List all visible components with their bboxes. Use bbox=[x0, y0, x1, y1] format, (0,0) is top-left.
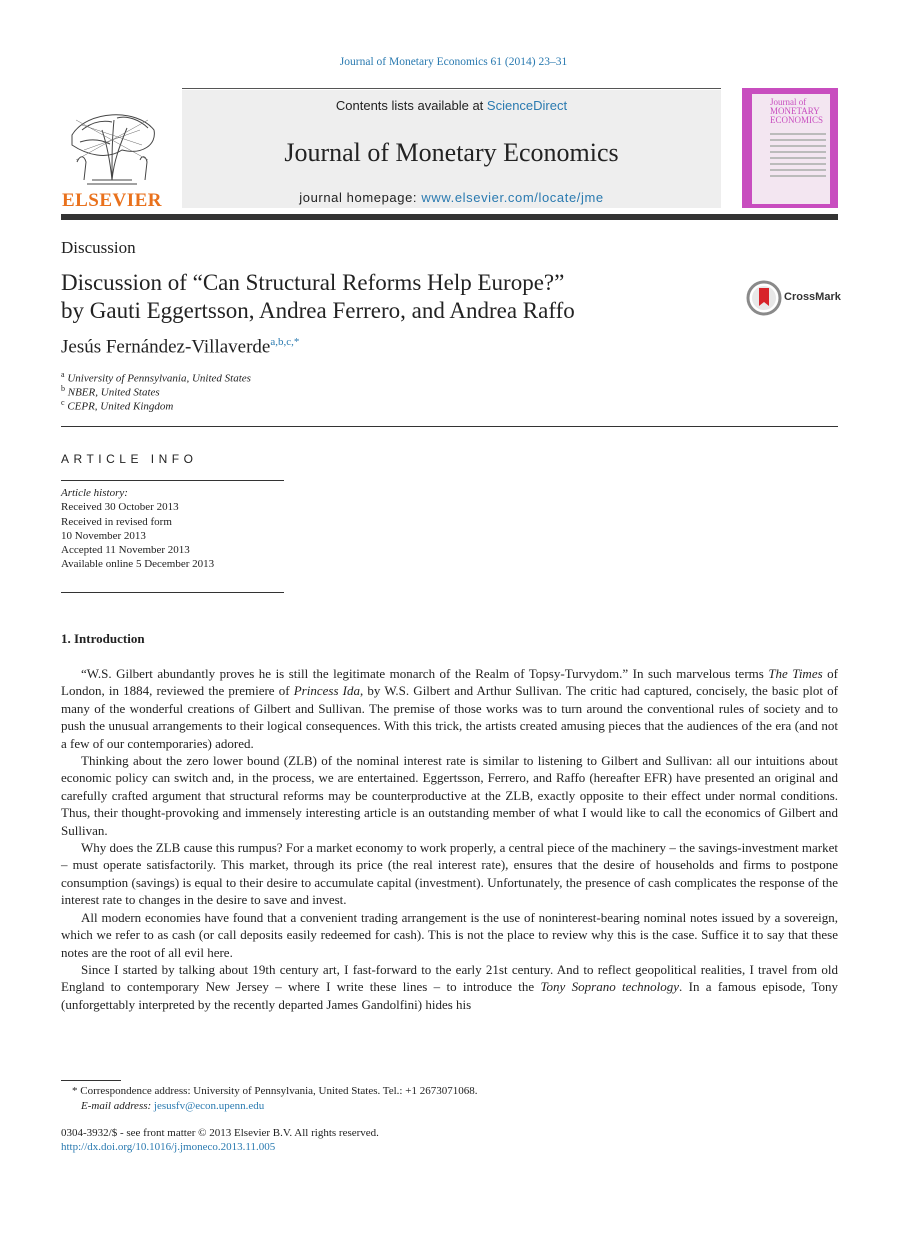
paper-title-line1: Discussion of “Can Structural Reforms Help Europe?” bbox=[61, 270, 565, 295]
paragraph: Thinking about the zero lower bound (ZLB) of the nominal interest rate is similar to listening to Gilbert and Sullivan: all our intuitions about economic policy can switch and, in the process, we are entertained. Eggertsson, Ferrero, and Raffo (hereafter EFR) have presented an original and carefully crafted argument that structural reforms may be counterproductive at the ZLB, exactly opposite to their effect under normal conditions. Thus, their thought-provoking and immensely interesting article is an outstanding member of what I would like to call the economics of Gilbert and Sullivan. bbox=[61, 753, 838, 838]
affiliation-mark: c bbox=[61, 398, 65, 407]
cover-title: Journal of MONETARY ECONOMICS bbox=[770, 97, 824, 125]
footnote-rule bbox=[61, 1080, 121, 1081]
text-run: , by W.S. Gilbert and Arthur Sullivan. The critic had captured, concisely, the basic plot of many of the wonderful creations of Gilbert and Sullivan. The premise of those works was to turn around the conventional rules of society and to push the unusual arrangements to their logical consequences. With this trick, the artists created amusing pieces that the audiences of the era (and not a few of our contemporaries) adored. bbox=[61, 683, 838, 751]
history-item: 10 November 2013 bbox=[61, 529, 146, 542]
crossmark-label: CrossMark bbox=[784, 291, 841, 303]
history-item: Received 30 October 2013 bbox=[61, 501, 179, 514]
crossmark-badge[interactable] bbox=[746, 280, 840, 316]
paper-title-line2: by Gauti Eggertsson, Andrea Ferrero, and Andrea Raffo bbox=[61, 298, 575, 323]
affiliation-b bbox=[61, 384, 160, 399]
journal-cover[interactable] bbox=[742, 88, 838, 208]
affiliation-text: University of Pennsylvania, United States bbox=[67, 372, 251, 385]
header-rule bbox=[61, 214, 838, 220]
cover-contents-lines bbox=[770, 133, 826, 177]
homepage-link[interactable]: www.elsevier.com/locate/jme bbox=[421, 190, 604, 205]
cover-page bbox=[752, 94, 830, 204]
text-run: of London, in 1884, reviewed the premiere of bbox=[61, 666, 838, 699]
history-item: Available online 5 December 2013 bbox=[61, 558, 215, 571]
history-item: Received in revised form bbox=[61, 515, 172, 528]
title-block-rule bbox=[61, 426, 838, 427]
paragraph bbox=[61, 961, 838, 1013]
doi-link[interactable]: http://dx.doi.org/10.1016/j.jmoneco.2013.11.005 bbox=[61, 1141, 276, 1153]
article-info-rule-bottom bbox=[61, 592, 284, 593]
article-info-heading: ARTICLE INFO bbox=[61, 452, 198, 466]
affiliation-c bbox=[61, 398, 173, 413]
paragraph: All modern economies have found that a convenient trading arrangement is the use of noninterest-bearing nominal notes issued by a sovereign, which we refer to as cash (or call deposits easily redeemed for cash). This is not the place to review why this is the case. Suffice it to say that these notes are the root of all evil here. bbox=[61, 909, 838, 960]
author-line bbox=[61, 336, 299, 358]
history-item: Accepted 11 November 2013 bbox=[61, 544, 190, 557]
article-type: Discussion bbox=[61, 238, 136, 257]
text-run-italic: Tony Soprano technology bbox=[540, 979, 680, 995]
text-run-italic: The Times bbox=[768, 666, 823, 681]
contents-prefix: Contents lists available at bbox=[335, 98, 487, 113]
banner-top-rule bbox=[182, 88, 721, 89]
paragraph: Why does the ZLB cause this rumpus? For a market economy to work properly, a central piece of the machinery – the savings-investment market – must operate satisfactorily. This market, through its price (the real interest rate), ensures that the desire of households and firms to postpone consumption (savings) is equal to their desire to accumulate capital (investment). Unfortunately, the presence of cash complicates the response of the interest rate to changes in the desire to save and invest. bbox=[61, 840, 838, 908]
paragraph bbox=[61, 665, 838, 752]
body-text bbox=[61, 665, 838, 1013]
text-run: “W.S. Gilbert abundantly proves he is still the legitimate monarch of the Realm of Topsy-Turvydom.” In such marvelous terms bbox=[81, 666, 769, 681]
sciencedirect-link[interactable]: ScienceDirect bbox=[486, 98, 568, 113]
paper-title bbox=[61, 269, 701, 325]
elsevier-wordmark: ELSEVIER bbox=[61, 190, 163, 211]
affiliation-mark: b bbox=[61, 384, 65, 393]
homepage-prefix: journal homepage: bbox=[299, 190, 422, 205]
author-marks[interactable]: a,b,c,* bbox=[270, 336, 300, 348]
history-label: Article history: bbox=[61, 487, 128, 499]
copyright-line: 0304-3932/$ - see front matter © 2013 Elsevier B.V. All rights reserved. bbox=[61, 1127, 379, 1139]
affiliation-a bbox=[61, 370, 251, 385]
crossmark-icon bbox=[746, 280, 782, 316]
text-run-italic: Princess Ida bbox=[293, 683, 360, 699]
affiliation-mark: a bbox=[61, 370, 65, 379]
article-history bbox=[61, 486, 214, 572]
journal-citation[interactable]: Journal of Monetary Economics 61 (2014) 23–31 bbox=[339, 56, 568, 68]
contents-line bbox=[182, 98, 721, 113]
text-run: . In a famous episode, Tony (unforgettably interpreted by the recently departed James Gandolfini) hides his bbox=[61, 979, 838, 1012]
correspondence-footnote: * Correspondence address: University of Pennsylvania, United States. Tel.: +1 2673071068. bbox=[72, 1085, 478, 1097]
author-name: Jesús Fernández-Villaverde bbox=[61, 336, 271, 358]
affiliation-text: CEPR, United Kingdom bbox=[67, 400, 174, 413]
text-run: Since I started by talking about 19th century art, I fast-forward to the early 21st century. And to reflect geopolitical realities, I travel from old England to contemporary New Jersey – where I write these lines – to introduce the bbox=[61, 961, 838, 995]
article-info-rule-top bbox=[61, 480, 284, 481]
journal-title: Journal of Monetary Economics bbox=[284, 138, 619, 167]
affiliation-text: NBER, United States bbox=[67, 386, 160, 399]
email-footnote bbox=[81, 1100, 264, 1112]
email-link[interactable]: jesusfv@econ.upenn.edu bbox=[153, 1100, 265, 1112]
section-heading: 1. Introduction bbox=[61, 631, 145, 646]
homepage-line bbox=[182, 190, 721, 205]
email-label: E-mail address: bbox=[81, 1100, 154, 1112]
